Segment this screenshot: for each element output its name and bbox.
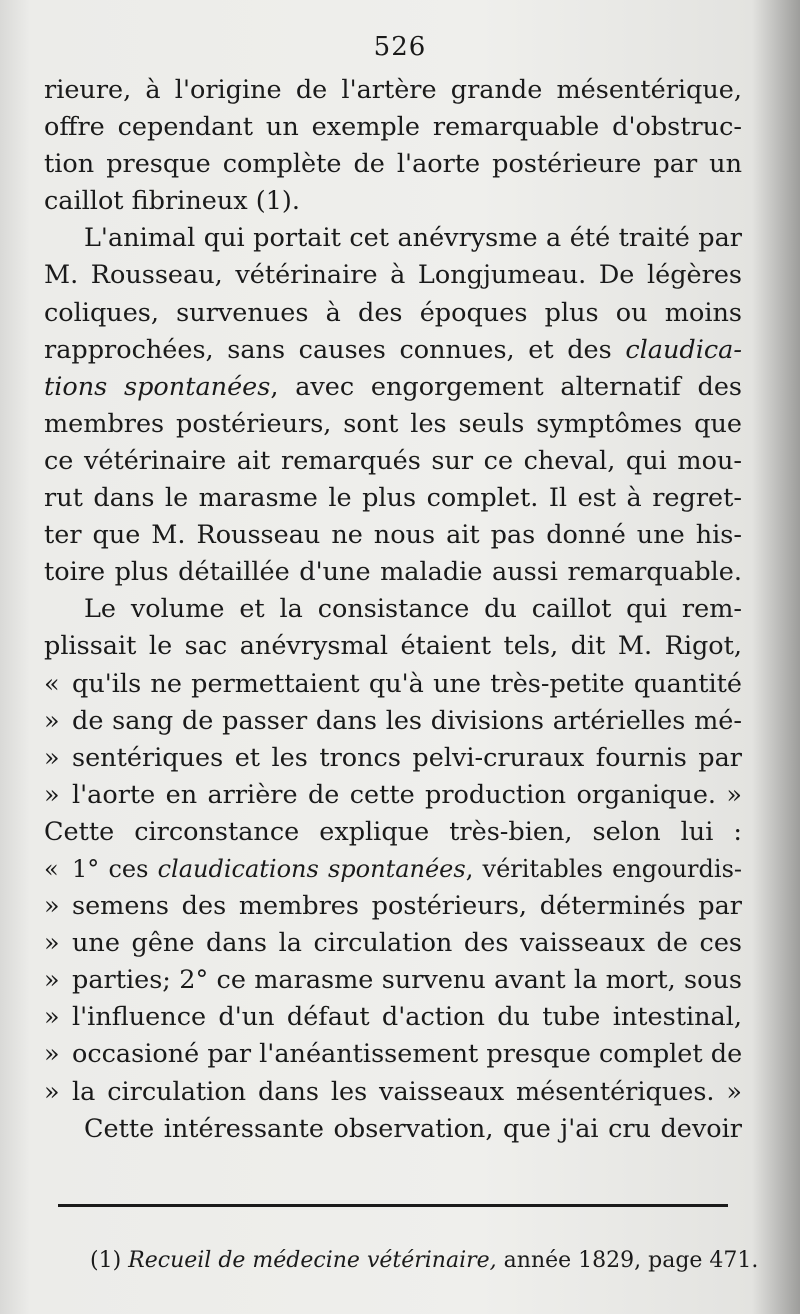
quote-mark: » [44,1076,60,1107]
quoted-line: « qu'ils ne permettaient qu'à une très-petite quantité [44,666,742,703]
quote-mark: » [44,705,60,736]
text-line: membres postérieurs, sont les seuls symptômes que [44,408,742,439]
footnote-details: année 1829, page 471. [503,1248,759,1273]
quote-mark: » [44,1002,60,1033]
footnote [90,1248,759,1273]
paragraph-start-line: Le volume et la consistance du caillot qui rem- [84,594,742,625]
quote-mark: » [44,742,60,773]
text-line: tions spontanées, avec engorgement alternatif des [44,371,742,402]
footnote-marker: (1) [90,1248,122,1273]
text-line: ter que M. Rousseau ne nous ait pas donné une his- [44,520,742,551]
footnote-source: Recueil de médecine vétérinaire, [128,1248,497,1273]
quoted-line: » sentériques et les troncs pelvi-cruraux fournis par [44,740,742,777]
text-line: offre cependant un exemple remarquable d'obstruc- [44,112,742,143]
quote-mark: » [44,1039,60,1070]
quote-mark: « [44,668,60,699]
quoted-line: » l'influence d'un défaut d'action du tube intestinal, [44,999,742,1036]
quoted-line: » l'aorte en arrière de cette production organique. » [44,777,742,814]
text-line: tion presque complète de l'aorte postérieure par un [44,149,742,180]
page-number: 526 [373,32,427,62]
body-text [44,72,742,1148]
paragraph-start-line: Cette intéressante observation, que j'ai cru devoir [84,1113,742,1144]
text-line: M. Rousseau, vétérinaire à Longjumeau. De légères [44,260,742,291]
quote-mark: » [44,779,60,810]
quoted-line: » occasioné par l'anéantissement presque complet de [44,1036,742,1073]
quote-mark: » [44,891,60,922]
text-line: rapprochées, sans causes connues, et des claudica- [44,334,742,365]
text-line: rut dans le marasme le plus complet. Il est à regret- [44,483,742,514]
text-line: rieure, à l'origine de l'artère grande mésentérique, [44,75,742,105]
quote-mark: « [44,854,59,883]
quoted-line: « 1° ces claudications spontanées, véritables engourdis- [44,851,742,888]
paragraph-start-line: L'animal qui portait cet anévrysme a été traité par [84,223,742,254]
text-line: plissait le sac anévrysmal étaient tels, dit M. Rigot, [44,631,742,662]
quoted-line: » la circulation dans les vaisseaux mésentériques. » [44,1074,742,1111]
quote-mark: » [44,928,60,959]
quoted-line: » de sang de passer dans les divisions artérielles mé- [44,703,742,740]
text-line: Cette circonstance explique très-bien, selon lui : [44,816,742,847]
footnote-divider [58,1204,728,1207]
text-line: ce vétérinaire ait remarqués sur ce cheval, qui mou- [44,445,742,476]
italic-term: claudications spontanées [157,854,466,883]
italic-term: claudica- [625,334,742,365]
italic-term: tions spontanées [44,371,271,402]
quoted-line: » parties; 2° ce marasme survenu avant la mort, sous [44,962,742,999]
quote-mark: » [44,965,60,996]
text-line: toire plus détaillée d'une maladie aussi remarquable. [44,557,742,588]
text-line: coliques, survenues à des époques plus ou moins [44,297,742,328]
quoted-line: » une gêne dans la circulation des vaisseaux de ces [44,925,742,962]
quoted-line: » semens des membres postérieurs, déterminés par [44,888,742,925]
text-line: caillot fibrineux (1). [44,186,300,217]
